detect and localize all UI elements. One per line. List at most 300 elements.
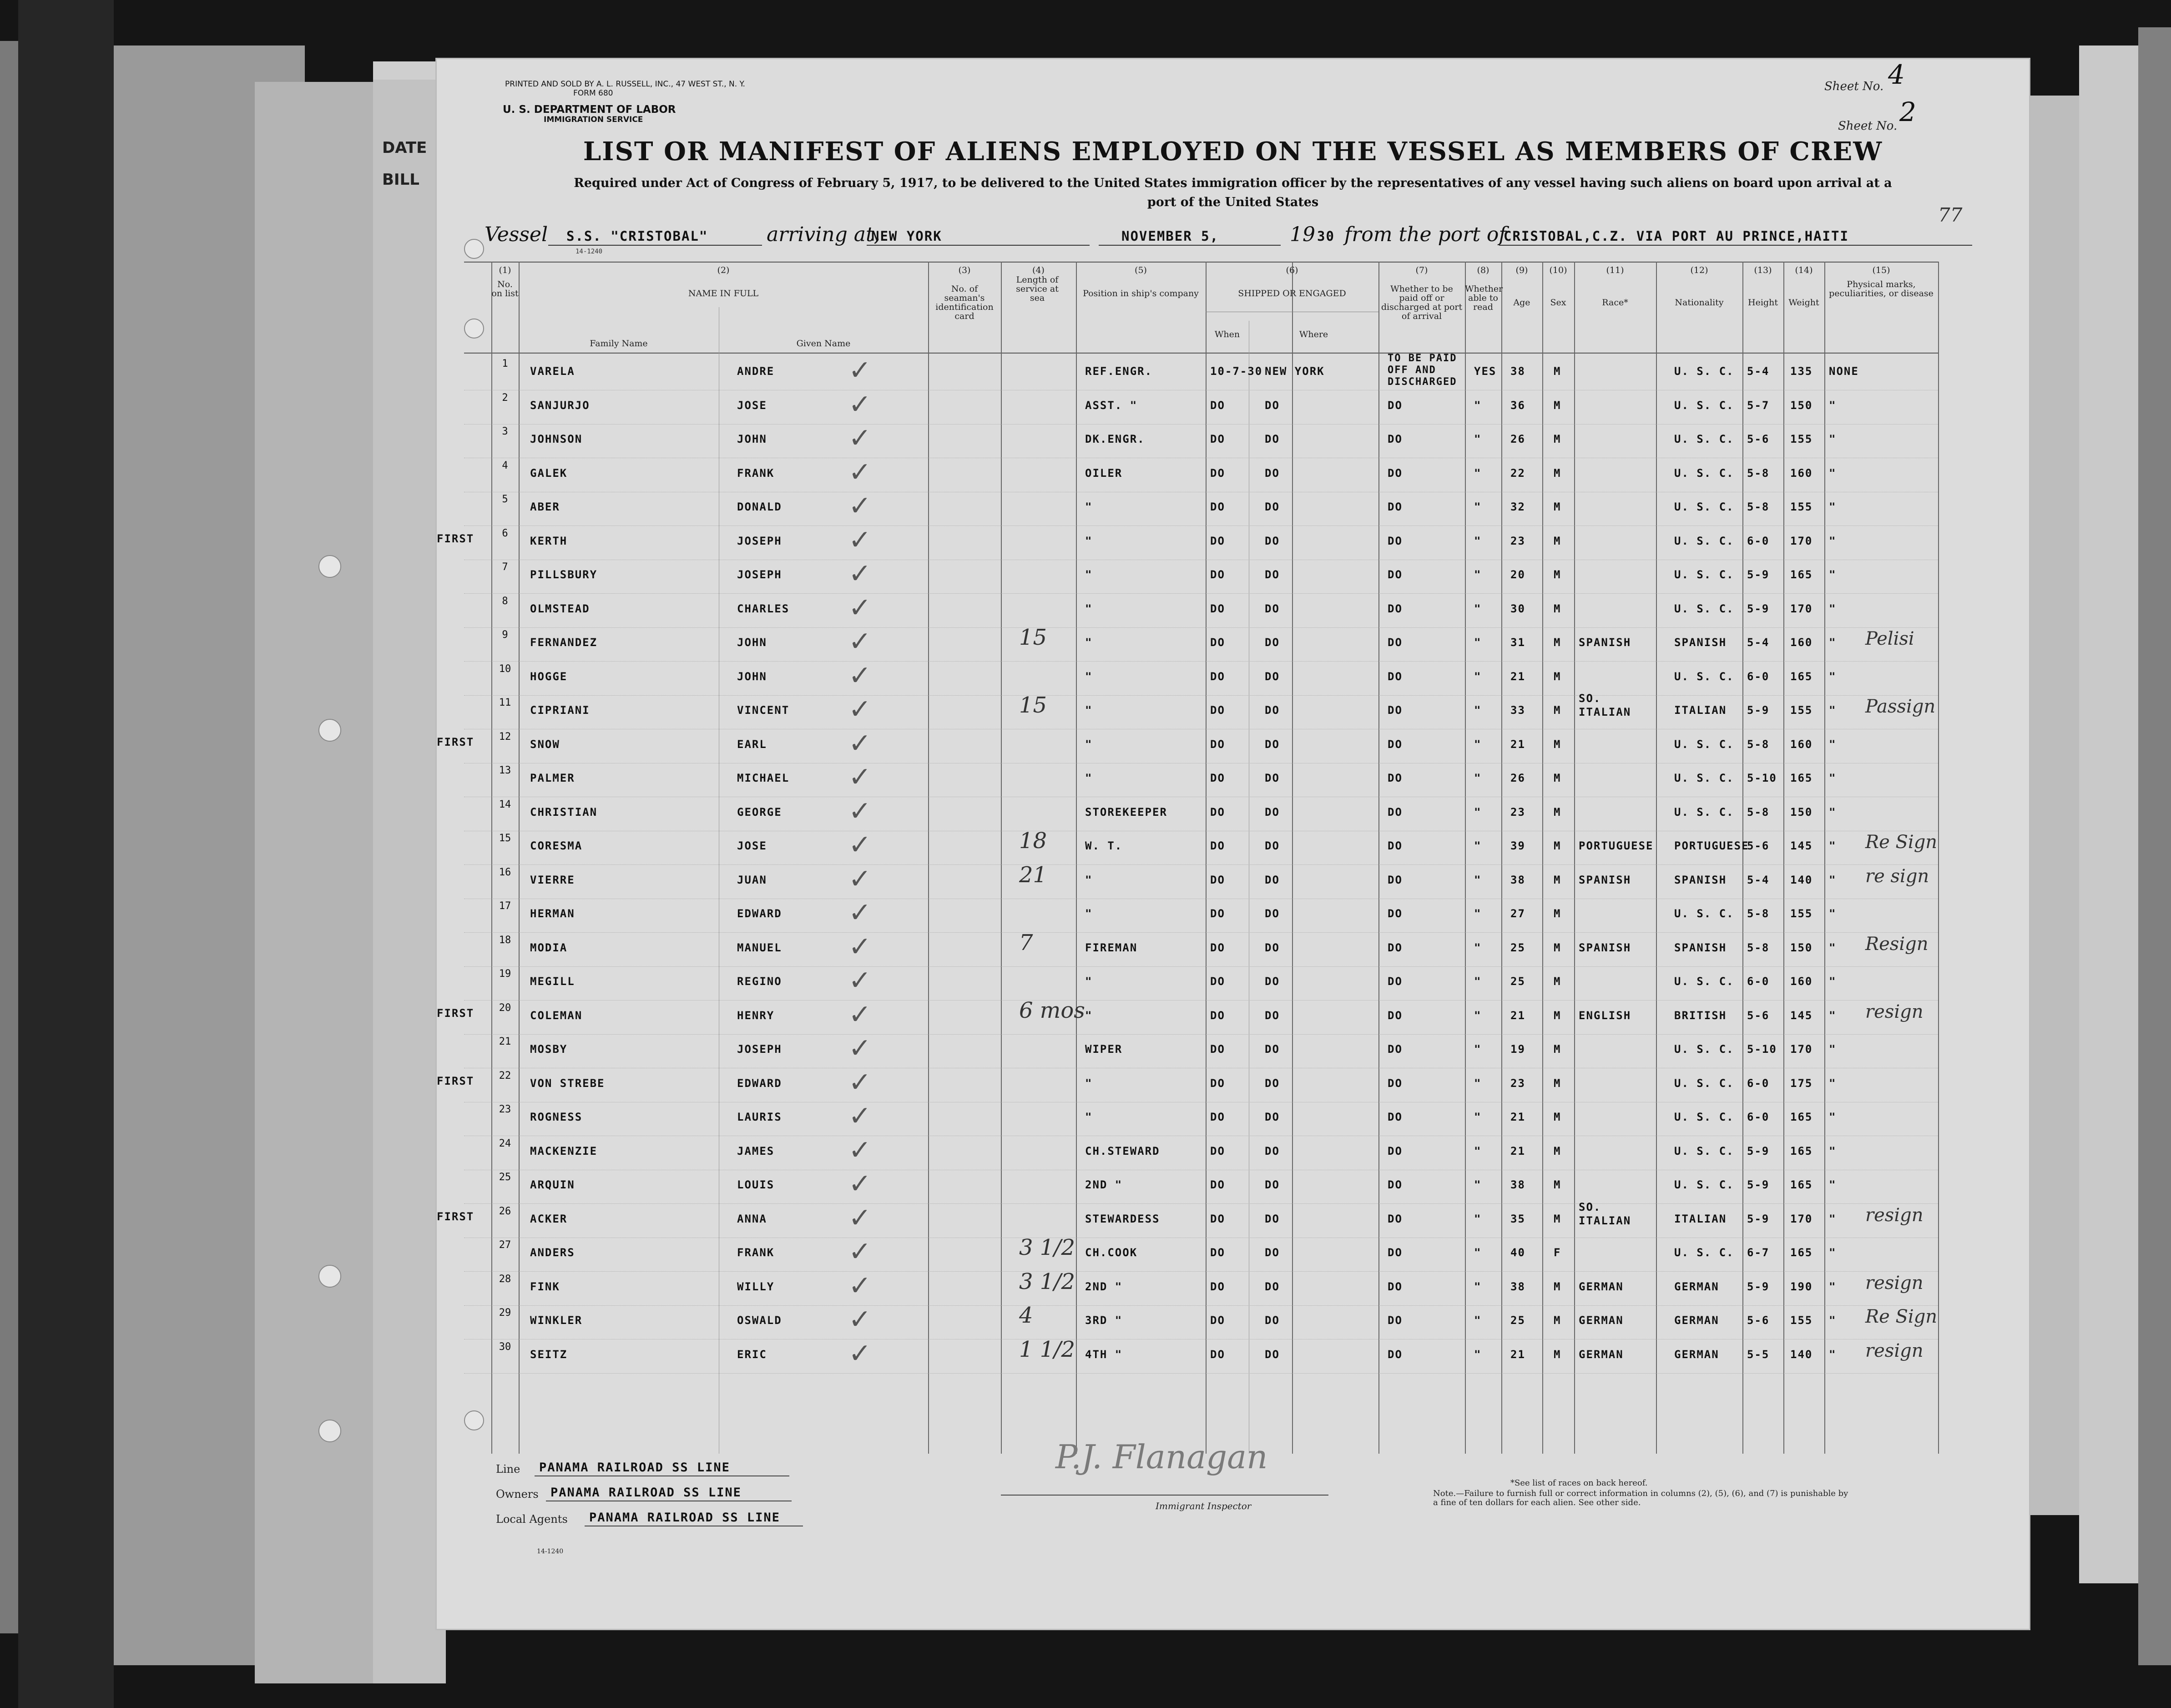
checkmark-icon: ✓ <box>848 1236 872 1268</box>
crew-nationality: SPANISH <box>1674 636 1727 649</box>
crew-sex: M <box>1554 873 1561 886</box>
crew-sex: M <box>1554 738 1561 751</box>
crew-paid-off: DO <box>1388 1111 1403 1123</box>
col6-when-header: When <box>1214 329 1240 339</box>
row-rule <box>464 864 1938 865</box>
crew-paid-off: DO <box>1388 500 1403 513</box>
crew-able-to-read: " <box>1474 1280 1482 1293</box>
crew-shipped-when: DO <box>1210 941 1225 954</box>
crew-weight: 165 <box>1790 568 1813 581</box>
crew-nationality: U. S. C. <box>1674 1246 1734 1259</box>
col8-num: (8) <box>1477 265 1489 275</box>
crew-age: 21 <box>1510 738 1525 751</box>
crew-shipped-when: DO <box>1210 466 1225 480</box>
crew-given-name: JOSEPH <box>737 534 782 547</box>
crew-shipped-where: DO <box>1265 1314 1280 1327</box>
crew-service-length: 3 1/2 <box>1019 1235 1075 1260</box>
crew-height: 5-9 <box>1747 704 1770 717</box>
crew-physical-marks: " <box>1829 1246 1837 1259</box>
crew-race: GERMAN <box>1579 1314 1624 1327</box>
crew-sex: M <box>1554 534 1561 547</box>
checkmark-icon: ✓ <box>848 591 872 624</box>
crew-age: 21 <box>1510 1009 1525 1022</box>
crew-family-name: SEITZ <box>530 1348 568 1361</box>
crew-shipped-where: DO <box>1265 907 1280 920</box>
crew-nationality: SPANISH <box>1674 873 1727 886</box>
crew-sex: M <box>1554 1111 1561 1123</box>
crew-family-name: COLEMAN <box>530 1009 583 1022</box>
crew-shipped-where: DO <box>1265 805 1280 819</box>
checkmark-icon: ✓ <box>848 829 872 861</box>
crew-paid-off: DO <box>1388 1280 1403 1293</box>
crew-given-name: JAMES <box>737 1144 775 1157</box>
col14-header: Weight <box>1788 298 1819 308</box>
arriving-port: NEW YORK <box>871 228 942 244</box>
crew-service-length: 3 1/2 <box>1019 1268 1075 1294</box>
crew-family-name: FINK <box>530 1280 560 1293</box>
crew-race: PORTUGUESE <box>1579 839 1654 852</box>
crew-sex: M <box>1554 1076 1561 1090</box>
sheet-label-outer: Sheet No. <box>1824 80 1884 93</box>
crew-list-number: 27 <box>499 1239 511 1251</box>
crew-race: GERMAN <box>1579 1348 1624 1361</box>
crew-age: 26 <box>1510 433 1525 445</box>
crew-service-length: 6 mos <box>1019 997 1085 1023</box>
crew-shipped-where: DO <box>1265 399 1280 412</box>
crew-height: 5-8 <box>1747 907 1770 920</box>
vessel-line <box>485 223 1986 255</box>
crew-position: " <box>1085 907 1093 920</box>
crew-sex: M <box>1554 1009 1561 1022</box>
crew-height: 5-9 <box>1747 602 1770 615</box>
crew-age: 21 <box>1510 1111 1525 1123</box>
crew-position: " <box>1085 975 1093 988</box>
crew-paid-off: DO <box>1388 772 1403 784</box>
crew-weight: 155 <box>1790 907 1813 920</box>
crew-list-number: 14 <box>499 798 511 810</box>
crew-given-name: REGINO <box>737 975 782 988</box>
row-rule <box>464 1000 1938 1001</box>
crew-service-length: 21 <box>1019 862 1047 888</box>
crew-paid-off: DO <box>1388 1076 1403 1090</box>
binder-strip-inner <box>373 64 446 1683</box>
crew-sex: M <box>1554 975 1561 988</box>
checkmark-icon: ✓ <box>848 1337 872 1369</box>
table-row <box>464 625 1938 667</box>
col1-num: (1) <box>499 265 511 275</box>
crew-height: 6-0 <box>1747 670 1770 683</box>
crew-list-number: 13 <box>499 765 511 776</box>
owners-label: Owners <box>496 1488 539 1501</box>
punch-hole <box>318 555 341 578</box>
crew-position: " <box>1085 602 1093 615</box>
crew-inspector-note: resign <box>1865 1204 1924 1226</box>
crew-given-name: VINCENT <box>737 704 790 717</box>
crew-sex: M <box>1554 500 1561 513</box>
crew-shipped-when: DO <box>1210 907 1225 920</box>
crew-shipped-when: DO <box>1210 1246 1225 1259</box>
row-rule <box>464 932 1938 933</box>
table-row <box>464 965 1938 1006</box>
crew-given-name: JOSEPH <box>737 568 782 581</box>
col13-header: Height <box>1748 298 1778 308</box>
crew-given-name: ERIC <box>737 1348 767 1361</box>
crew-physical-marks: " <box>1829 466 1837 480</box>
checkmark-icon: ✓ <box>848 1202 872 1234</box>
crew-list-number: 19 <box>499 968 511 980</box>
crew-inspector-note: Resign <box>1865 933 1929 955</box>
crew-shipped-when: DO <box>1210 670 1225 683</box>
crew-list-number: 24 <box>499 1137 511 1149</box>
crew-nationality: U. S. C. <box>1674 534 1734 547</box>
crew-position: " <box>1085 704 1093 717</box>
sheet-number-inner: 2 <box>1899 96 1916 127</box>
crew-race: SPANISH <box>1579 636 1631 649</box>
crew-shipped-where: DO <box>1265 670 1280 683</box>
table-top-rule <box>464 262 1938 263</box>
crew-weight: 170 <box>1790 1212 1813 1225</box>
crew-physical-marks: " <box>1829 1280 1837 1293</box>
crew-physical-marks: " <box>1829 534 1837 547</box>
footer-form-code: 14-1240 <box>537 1548 564 1555</box>
underlying-form-stub <box>382 132 437 223</box>
header-bottom-rule <box>464 353 1938 354</box>
penalty-footnote: Note.—Failure to furnish full or correct information in columns (2), (5), (6), and (7) is punishable by a fine of ten dollars for each alien. See other side. <box>1433 1489 1848 1507</box>
crew-list-number: 16 <box>499 866 511 878</box>
crew-shipped-where: DO <box>1265 534 1280 547</box>
crew-shipped-when: DO <box>1210 704 1225 717</box>
crew-paid-off: DO <box>1388 941 1403 954</box>
row-rule <box>464 1203 1938 1204</box>
crew-able-to-read: " <box>1474 1178 1482 1191</box>
crew-age: 22 <box>1510 466 1525 480</box>
crew-list-number: 9 <box>502 629 508 641</box>
crew-paid-off: DO <box>1388 1144 1403 1157</box>
crew-age: 33 <box>1510 704 1525 717</box>
crew-weight: 135 <box>1790 365 1813 378</box>
crew-able-to-read: " <box>1474 1043 1482 1056</box>
crew-inspector-note: Re Sign <box>1865 832 1938 853</box>
crew-service-length: 4 <box>1019 1303 1033 1328</box>
crew-height: 5-7 <box>1747 399 1770 412</box>
crew-position: ASST. " <box>1085 399 1138 412</box>
crew-height: 5-6 <box>1747 1009 1770 1022</box>
col15-num: (15) <box>1872 265 1890 275</box>
checkmark-icon: ✓ <box>848 930 872 963</box>
crew-shipped-when: DO <box>1210 975 1225 988</box>
table-row <box>464 353 1938 396</box>
checkmark-icon: ✓ <box>848 1134 872 1166</box>
crew-paid-off: DO <box>1388 873 1403 886</box>
checkmark-icon: ✓ <box>848 354 872 386</box>
crew-nationality: U. S. C. <box>1674 975 1734 988</box>
crew-physical-marks: " <box>1829 839 1837 852</box>
crew-able-to-read: " <box>1474 941 1482 954</box>
crew-height: 5-10 <box>1747 772 1777 784</box>
crew-list-number: 12 <box>499 731 511 743</box>
crew-shipped-where: DO <box>1265 1212 1280 1225</box>
crew-age: 21 <box>1510 1144 1525 1157</box>
crew-list-number: 7 <box>502 561 508 573</box>
vessel-underline <box>548 245 762 246</box>
table-row <box>464 828 1938 871</box>
crew-position: " <box>1085 1009 1093 1022</box>
crew-age: 38 <box>1510 365 1525 378</box>
crew-given-name: HENRY <box>737 1009 775 1022</box>
table-row <box>464 1032 1938 1074</box>
crew-physical-marks: " <box>1829 873 1837 886</box>
crew-position: 2ND " <box>1085 1178 1123 1191</box>
crew-height: 5-8 <box>1747 805 1770 819</box>
corner-mark: 77 <box>1938 204 1963 226</box>
col11-header: Race* <box>1602 298 1628 308</box>
crew-list-number: 3 <box>502 426 508 437</box>
crew-shipped-when: DO <box>1210 1178 1225 1191</box>
crew-list-number: 6 <box>502 527 508 539</box>
crew-shipped-where: DO <box>1265 433 1280 445</box>
crew-nationality: BRITISH <box>1674 1009 1727 1022</box>
crew-given-name: EARL <box>737 738 767 751</box>
printer-imprint <box>505 80 745 98</box>
crew-nationality: U. S. C. <box>1674 602 1734 615</box>
checkmark-icon: ✓ <box>848 558 872 590</box>
crew-weight: 160 <box>1790 466 1813 480</box>
crew-weight: 140 <box>1790 873 1813 886</box>
arriving-label: arriving at, <box>767 223 880 246</box>
crew-weight: 165 <box>1790 1144 1813 1157</box>
crew-height: 5-4 <box>1747 365 1770 378</box>
crew-height: 5-6 <box>1747 1314 1770 1327</box>
crew-paid-off: DO <box>1388 805 1403 819</box>
crew-given-name: DONALD <box>737 500 782 513</box>
row-rule <box>464 593 1938 594</box>
crew-weight: 145 <box>1790 1009 1813 1022</box>
crew-shipped-when: DO <box>1210 1043 1225 1056</box>
crew-position: " <box>1085 636 1093 649</box>
inspector-label: Immigrant Inspector <box>1156 1501 1252 1511</box>
crew-shipped-when: DO <box>1210 568 1225 581</box>
crew-paid-off: TO BE PAID OFF AND DISCHARGED <box>1388 353 1457 388</box>
crew-age: 38 <box>1510 1178 1525 1191</box>
page-subtitle: Required under Act of Congress of February 5, 1917, to be delivered to the United States immigration officer by the representatives of any vessel having such aliens on board upon arrival at a port of the United States <box>574 176 1892 209</box>
crew-nationality: SPANISH <box>1674 941 1727 954</box>
crew-sex: M <box>1554 433 1561 445</box>
crew-age: 31 <box>1510 636 1525 649</box>
crew-sex: M <box>1554 1144 1561 1157</box>
crew-shipped-when: DO <box>1210 1076 1225 1090</box>
crew-race: SO. ITALIAN <box>1579 1200 1631 1227</box>
crew-position: 3RD " <box>1085 1314 1123 1327</box>
crew-weight: 155 <box>1790 1314 1813 1327</box>
col6-num: (6) <box>1286 265 1298 275</box>
crew-physical-marks: " <box>1829 1043 1837 1056</box>
crew-paid-off: DO <box>1388 670 1403 683</box>
crew-given-name: EDWARD <box>737 1076 782 1090</box>
crew-height: 5-6 <box>1747 433 1770 445</box>
crew-service-length: 15 <box>1019 625 1047 650</box>
crew-list-number: 18 <box>499 934 511 946</box>
crew-shipped-where: DO <box>1265 1348 1280 1361</box>
department-heading <box>503 105 676 125</box>
crew-list-number: 28 <box>499 1273 511 1285</box>
col5-header: Position in ship's company <box>1083 288 1199 298</box>
crew-shipped-where: DO <box>1265 873 1280 886</box>
crew-shipped-when: DO <box>1210 1348 1225 1361</box>
crew-given-name: EDWARD <box>737 907 782 920</box>
crew-physical-marks: " <box>1829 500 1837 513</box>
table-row <box>437 997 1938 1041</box>
crew-sex: M <box>1554 941 1561 954</box>
crew-height: 5-5 <box>1747 1348 1770 1361</box>
table-row <box>464 897 1938 939</box>
crew-age: 25 <box>1510 1314 1525 1327</box>
crew-nationality: U. S. C. <box>1674 738 1734 751</box>
crew-shipped-when: DO <box>1210 500 1225 513</box>
col6-where-header: Where <box>1299 329 1328 339</box>
checkmark-icon: ✓ <box>848 795 872 827</box>
crew-weight: 145 <box>1790 839 1813 852</box>
crew-paid-off: DO <box>1388 568 1403 581</box>
arriving-underline <box>867 245 1090 246</box>
crew-age: 21 <box>1510 1348 1525 1361</box>
checkmark-icon: ✓ <box>848 693 872 725</box>
crew-shipped-where: DO <box>1265 1009 1280 1022</box>
crew-paid-off: DO <box>1388 399 1403 412</box>
checkmark-icon: ✓ <box>848 1304 872 1335</box>
crew-paid-off: DO <box>1388 1212 1403 1225</box>
crew-family-name: MOSBY <box>530 1043 568 1056</box>
scan-background-right <box>2138 27 2171 1665</box>
crew-height: 6-0 <box>1747 975 1770 988</box>
table-row <box>464 795 1938 837</box>
crew-nationality: ITALIAN <box>1674 704 1727 717</box>
crew-shipped-where: DO <box>1265 500 1280 513</box>
col2-given-header: Given Name <box>796 339 851 349</box>
crew-weight: 175 <box>1790 1076 1813 1090</box>
crew-sex: M <box>1554 602 1561 615</box>
crew-family-name: WINKLER <box>530 1314 583 1327</box>
crew-age: 30 <box>1510 602 1525 615</box>
crew-height: 5-4 <box>1747 636 1770 649</box>
crew-sex: M <box>1554 568 1561 581</box>
crew-age: 19 <box>1510 1043 1525 1056</box>
crew-able-to-read: " <box>1474 636 1482 649</box>
crew-sex: M <box>1554 1178 1561 1191</box>
crew-position: STEWARDESS <box>1085 1212 1160 1225</box>
crew-physical-marks: " <box>1829 399 1837 412</box>
crew-height: 6-0 <box>1747 1111 1770 1123</box>
table-row <box>464 1336 1938 1380</box>
crew-given-name: FRANK <box>737 1246 775 1259</box>
crew-family-name: ABER <box>530 500 560 513</box>
crew-position: STOREKEEPER <box>1085 805 1167 819</box>
punch-hole <box>464 239 484 259</box>
crew-family-name: CORESMA <box>530 839 583 852</box>
table-row <box>464 1268 1938 1312</box>
line-label: Line <box>496 1463 520 1476</box>
crew-physical-marks: " <box>1829 1212 1837 1225</box>
crew-nationality: U. S. C. <box>1674 466 1734 480</box>
crew-able-to-read: " <box>1474 1144 1482 1157</box>
crew-height: 5-9 <box>1747 1144 1770 1157</box>
service-name: IMMIGRATION SERVICE <box>544 115 643 124</box>
crew-class-tag: FIRST <box>437 1074 475 1087</box>
crew-nationality: U. S. C. <box>1674 399 1734 412</box>
crew-given-name: MANUEL <box>737 941 782 954</box>
crew-shipped-where: DO <box>1265 602 1280 615</box>
crew-nationality: U. S. C. <box>1674 1178 1734 1191</box>
crew-able-to-read: " <box>1474 670 1482 683</box>
agents-label: Local Agents <box>496 1513 568 1526</box>
crew-nationality: U. S. C. <box>1674 433 1734 445</box>
crew-age: 23 <box>1510 805 1525 819</box>
crew-shipped-when: 10-7-30 <box>1210 365 1263 378</box>
crew-position: " <box>1085 772 1093 784</box>
crew-physical-marks: " <box>1829 433 1837 445</box>
crew-list-number: 10 <box>499 663 511 675</box>
crew-inspector-note: re sign <box>1865 865 1929 887</box>
col10-header: Sex <box>1550 298 1566 308</box>
crew-family-name: VIERRE <box>530 873 575 886</box>
crew-weight: 165 <box>1790 1111 1813 1123</box>
crew-sex: M <box>1554 466 1561 480</box>
crew-sex: M <box>1554 704 1561 717</box>
crew-inspector-note: resign <box>1865 1272 1924 1294</box>
crew-shipped-when: DO <box>1210 636 1225 649</box>
crew-service-length: 7 <box>1019 930 1033 955</box>
crew-list-number: 15 <box>499 833 511 844</box>
crew-race: SO. ITALIAN <box>1579 692 1631 718</box>
checkmark-icon: ✓ <box>848 659 872 692</box>
year-suffix: 30 <box>1317 228 1335 244</box>
crew-inspector-note: Pelisi <box>1865 628 1914 649</box>
table-row <box>437 1066 1938 1108</box>
crew-position: W. T. <box>1085 839 1123 852</box>
crew-physical-marks: " <box>1829 975 1837 988</box>
crew-class-tag: FIRST <box>437 532 475 545</box>
punch-hole <box>318 1420 341 1442</box>
department-name: U. S. DEPARTMENT OF LABOR <box>503 104 676 116</box>
crew-service-length: 18 <box>1019 828 1047 854</box>
crew-paid-off: DO <box>1388 1009 1403 1022</box>
crew-shipped-where: DO <box>1265 1178 1280 1191</box>
checkmark-icon: ✓ <box>848 1066 872 1098</box>
sheet-label-inner: Sheet No. <box>1838 119 1898 133</box>
crew-age: 23 <box>1510 534 1525 547</box>
table-row <box>464 558 1938 600</box>
crew-paid-off: DO <box>1388 738 1403 751</box>
crew-able-to-read: " <box>1474 500 1482 513</box>
crew-shipped-where: DO <box>1265 568 1280 581</box>
crew-sex: M <box>1554 1043 1561 1056</box>
crew-table <box>437 262 1938 1454</box>
crew-list-number: 2 <box>502 392 508 404</box>
crew-shipped-where: DO <box>1265 1280 1280 1293</box>
crew-nationality: U. S. C. <box>1674 1111 1734 1123</box>
crew-shipped-where: DO <box>1265 975 1280 988</box>
table-row <box>464 1303 1938 1345</box>
crew-position: " <box>1085 568 1093 581</box>
crew-list-number: 30 <box>499 1341 511 1353</box>
crew-physical-marks: " <box>1829 1076 1837 1090</box>
crew-age: 39 <box>1510 839 1525 852</box>
crew-shipped-when: DO <box>1210 873 1225 886</box>
crew-family-name: VARELA <box>530 365 575 378</box>
crew-able-to-read: " <box>1474 738 1482 751</box>
crew-nationality: GERMAN <box>1674 1348 1719 1361</box>
crew-paid-off: DO <box>1388 704 1403 717</box>
crew-list-number: 8 <box>502 595 508 607</box>
